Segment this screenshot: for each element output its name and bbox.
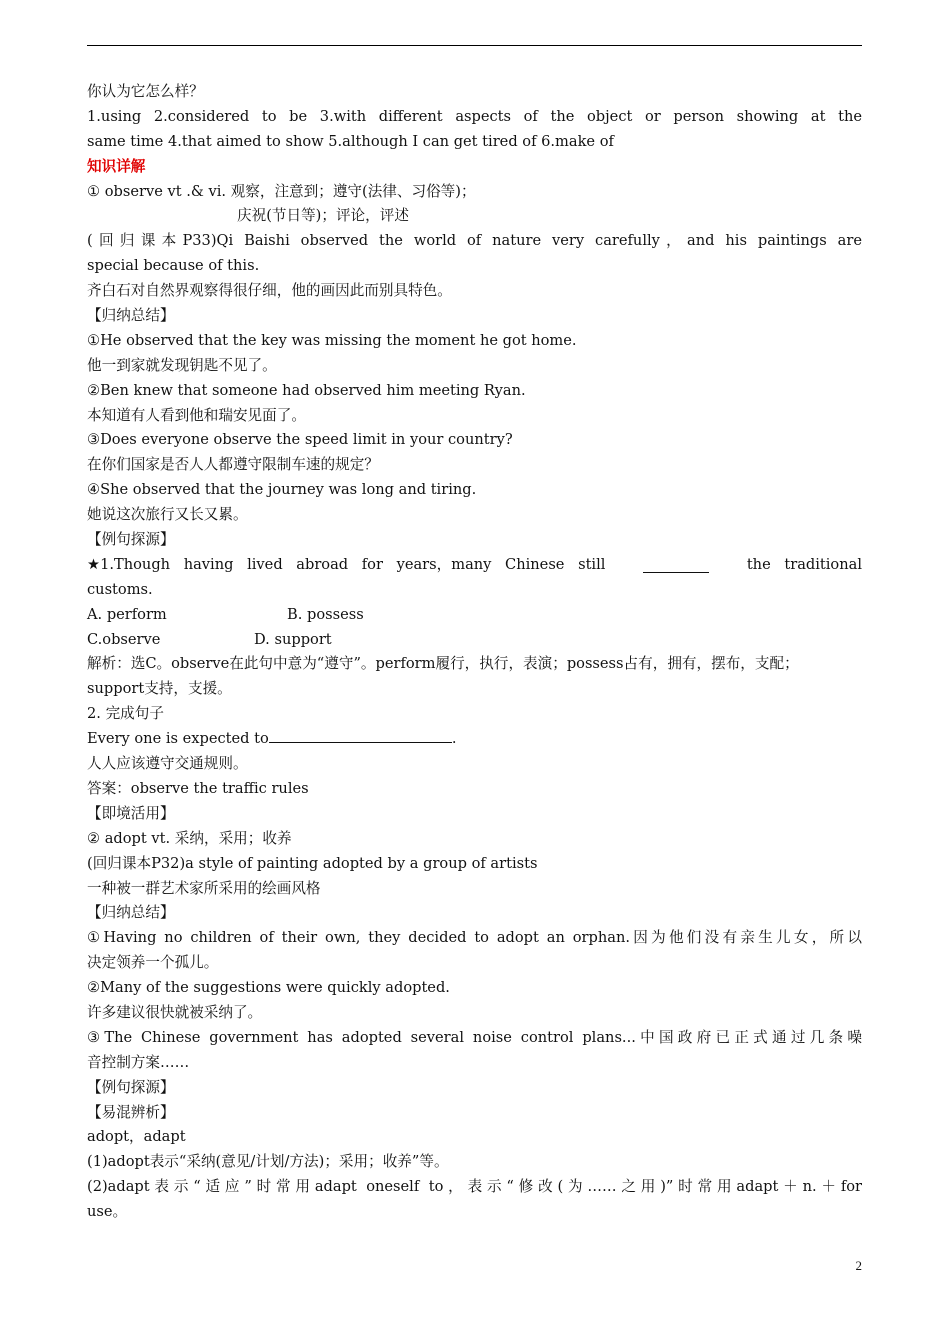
example-sentence: ④She observed that the journey was long and tiring. <box>87 481 477 499</box>
answer-blank <box>269 728 452 743</box>
example-sentence: ①He observed that the key was missing the moment he got home. <box>87 331 577 349</box>
question-text-end: the traditional <box>746 555 862 573</box>
translation-line: 齐白石对自然界观察得很仔细，他的画因此而别具特色。 <box>87 282 452 300</box>
translation-line: 人人应该遵守交通规则。 <box>87 755 248 773</box>
translation-line: 音控制方案…… <box>87 1053 190 1071</box>
vocab-entry: ② adopt vt. 采纳，采用；收养 <box>87 829 292 847</box>
question-text: ★1.Though having lived abroad for years，many Chinese still <box>87 555 606 573</box>
subsection-heading: 【例句探源】 <box>87 531 175 549</box>
example-sentence: ③The Chinese government has adopted several noise control plans...中国政府已正式通过几条噪 <box>87 1028 862 1046</box>
subsection-heading: 【易混辨析】 <box>87 1103 175 1121</box>
textbook-example: special because of this. <box>87 257 260 275</box>
translation-line: 她说这次旅行又长又累。 <box>87 506 248 524</box>
header-rule <box>87 45 862 46</box>
page-number: 2 <box>855 1258 862 1273</box>
vocab-entry-continued: 庆祝(节日等)；评论，评述 <box>237 207 409 225</box>
translation-line: 许多建议很快就被采纳了。 <box>87 1003 263 1021</box>
section-heading: 知识详解 <box>87 157 146 175</box>
translation-line: 决定领养一个孤儿。 <box>87 954 219 972</box>
explanation-line: 解析：选C。observe在此句中意为“遵守”。perform履行，执行，表演；possess占有，拥有，摆布，支配； <box>87 655 799 673</box>
exercise-text: Every one is expected to <box>87 730 269 748</box>
comparison-line: use。 <box>87 1203 128 1221</box>
comparison-words: adopt，adapt <box>87 1128 186 1146</box>
example-sentence: ②Many of the suggestions were quickly adopted. <box>87 979 450 997</box>
option-row <box>87 628 862 653</box>
answer-blank <box>643 558 709 573</box>
option-a: A. perform <box>87 605 167 623</box>
translation-line: 一种被一群艺术家所采用的绘画风格 <box>87 879 321 897</box>
option-b: B. possess <box>287 605 364 623</box>
explanation-line: support支持，支援。 <box>87 680 232 698</box>
comparison-line: (2)adapt表示“适应”时常用adapt oneself to，表示“修改(为……之用)”时常用adapt＋n.＋for <box>87 1178 862 1196</box>
page-body <box>87 80 862 1225</box>
answer-line: 1.using 2.considered to be 3.with different aspects of the object or person showing at the <box>87 107 862 125</box>
question-line: customs. <box>87 580 153 598</box>
answer-line: same time 4.that aimed to show 5.although I can get tired of 6.make of <box>87 132 614 150</box>
exercise-line <box>87 727 862 752</box>
text-line: 你认为它怎么样？ <box>87 83 204 100</box>
textbook-example: (回归课本P32)a style of painting adopted by a group of artists <box>87 854 538 872</box>
subsection-heading: 【即境活用】 <box>87 804 175 822</box>
subsection-heading: 【归纳总结】 <box>87 904 175 922</box>
option-d: D. support <box>254 630 332 648</box>
exercise-heading: 2. 完成句子 <box>87 705 164 723</box>
example-sentence: ①Having no children of their own, they decided to adopt an orphan.因为他们没有亲生儿女，所以 <box>87 929 862 947</box>
exercise-text-end: . <box>451 730 457 748</box>
subsection-heading: 【归纳总结】 <box>87 307 175 325</box>
question-line <box>87 553 862 578</box>
example-sentence: ③Does everyone observe the speed limit in your country? <box>87 431 513 449</box>
translation-line: 本知道有人看到他和瑞安见面了。 <box>87 406 306 424</box>
translation-line: 在你们国家是否人人都遵守限制车速的规定？ <box>87 456 379 474</box>
answer-line: 答案：observe the traffic rules <box>87 779 309 797</box>
option-c: C.observe <box>87 630 161 648</box>
option-row <box>87 603 862 628</box>
subsection-heading: 【例句探源】 <box>87 1078 175 1096</box>
vocab-entry: ① observe vt .& vi. 观察，注意到；遵守(法律、习俗等)； <box>87 182 476 200</box>
comparison-line: (1)adopt表示“采纳(意见/计划/方法)；采用；收养”等。 <box>87 1153 449 1171</box>
textbook-example: (回归课本P33)Qi Baishi observed the world of nature very carefully，and his paintings are <box>87 232 862 250</box>
example-sentence: ②Ben knew that someone had observed him meeting Ryan. <box>87 381 526 399</box>
translation-line: 他一到家就发现钥匙不见了。 <box>87 356 277 374</box>
